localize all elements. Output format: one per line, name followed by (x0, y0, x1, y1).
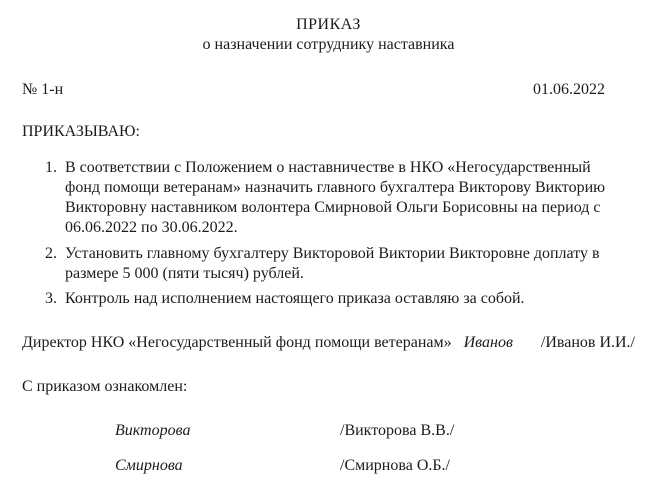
signature-row (115, 421, 635, 441)
item-number: 2. (45, 245, 57, 262)
order-heading: ПРИКАЗЫВАЮ: (22, 123, 140, 140)
order-item (45, 289, 635, 309)
meta-row (22, 80, 635, 100)
director-signature: Иванов (463, 334, 513, 351)
item-text: Контроль над исполнением настоящего приказа оставляю за собой. (65, 290, 525, 307)
director-label: Директор НКО «Негосударственный фонд помощи ветеранам» (22, 334, 452, 351)
item-text: Установить главному бухгалтеру Викторовой Виктории Викторовне доплату в размере 5 000 (пяти тысяч) рублей. (65, 245, 600, 282)
signature-decoded-name: /Смирнова О.Б./ (340, 457, 450, 474)
signature-decoded-name: /Викторова В.В./ (340, 422, 455, 439)
item-number: 3. (45, 290, 57, 307)
document-title: ПРИКАЗ (296, 16, 361, 33)
order-items (22, 158, 635, 309)
order-item (45, 158, 635, 238)
order-number: № 1-н (22, 81, 64, 98)
acknowledgement-label: С приказом ознакомлен: (22, 378, 188, 395)
signature-script: Викторова (115, 422, 191, 439)
order-date: 01.06.2022 (533, 81, 605, 98)
director-line (22, 333, 635, 353)
signature-script: Смирнова (115, 457, 183, 474)
document-subtitle: о назначении сотруднику наставника (202, 36, 455, 53)
director-decoded-name: /Иванов И.И./ (540, 334, 635, 351)
order-item (45, 244, 635, 284)
signature-row (115, 456, 635, 476)
item-number: 1. (45, 159, 57, 176)
item-text: В соответствии с Положением о наставничестве в НКО «Негосударственный фонд помощи ветеранам» назначить главного бухгалтера Викторову Викторию Викторовну наставником волонтера Смирновой Ольги Борисовны на период с 06.06.2022 по 30.06.2022. (65, 159, 606, 236)
